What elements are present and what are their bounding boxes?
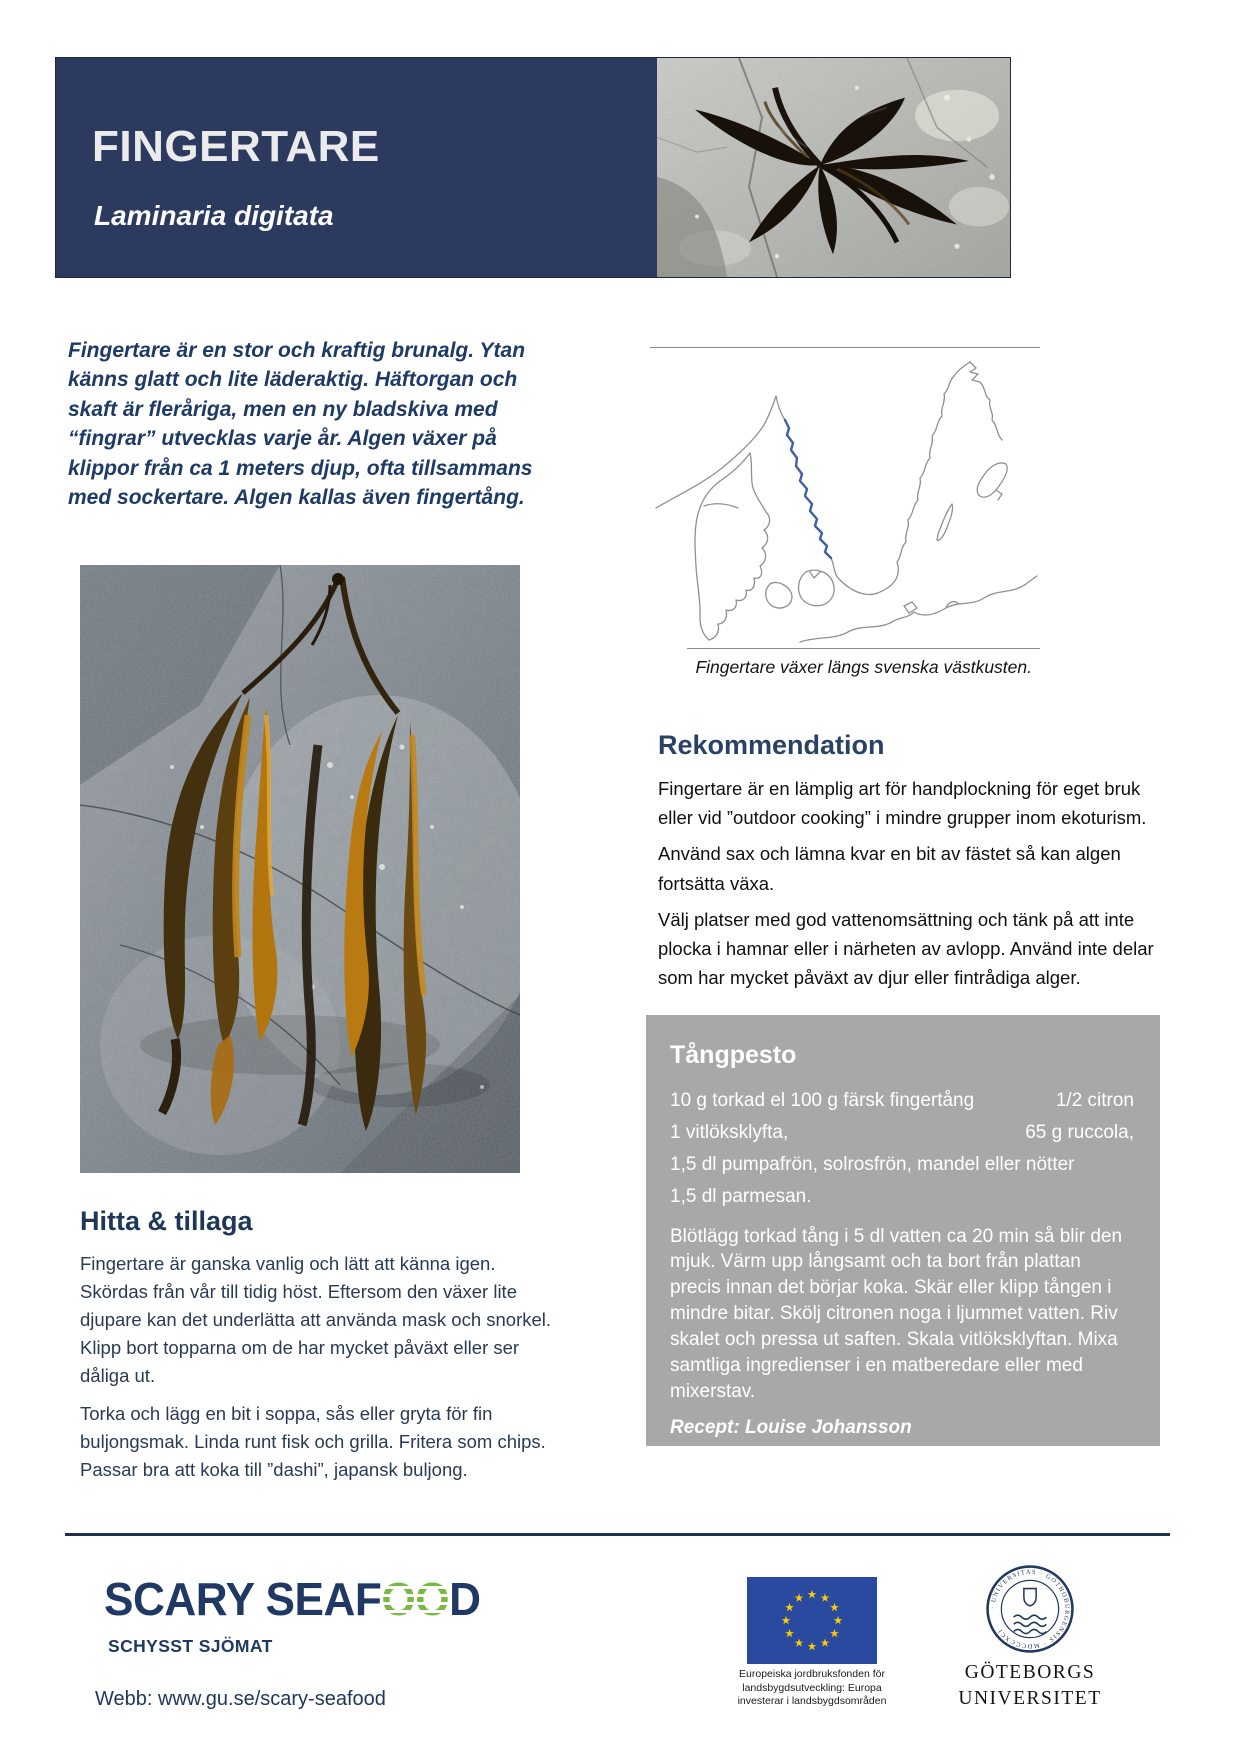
recipe-ingredient-row	[670, 1149, 1134, 1181]
header-banner	[55, 57, 1011, 278]
seaweed-on-rock-photo	[657, 58, 1010, 277]
recipe-credit: Recept: Louise Johansson	[670, 1417, 912, 1439]
species-latin-name: Laminaria digitata	[94, 200, 334, 231]
recipe-card	[646, 1015, 1160, 1446]
ingredient-right: 65 g ruccola,	[1025, 1121, 1134, 1143]
recipe-ingredient-row	[670, 1181, 1134, 1213]
logo-striped-oo: OO	[381, 1573, 450, 1625]
recommendation-paragraph: Välj platser med god vattenomsättning och tänk på att inte plocka i hamnar eller i närheten av avlopp. Använd inte delar som har mycket påväxt av djur eller fintrådiga alger.	[658, 908, 1154, 989]
university-name-line: GÖTEBORGS	[964, 1662, 1096, 1683]
ingredient-left: 1,5 dl pumpafrön, solrosfrön, mandel eller nötter	[670, 1153, 1075, 1175]
map-caption: Fingertare växer längs svenska västkusten.	[695, 657, 1032, 677]
eu-funding-logo-block	[722, 1577, 902, 1709]
eu-flag-icon	[747, 1577, 877, 1664]
recommendation-paragraph: Använd sax och lämna kvar en bit av fästet så kan algen fortsätta växa.	[658, 843, 1121, 894]
page-title: FINGERTARE	[92, 122, 380, 171]
recipe-instructions: Blötlägg torkad tång i 5 dl vatten ca 20 min så blir den mjuk. Värm upp långsamt och ta bort från plattan precis innan det börjar koka. Skär eller klipp tången i mindre bitar. Skölj citronen noga i ljummet vatten. Riv skalet och pressa ut saften. Skala vitlöksklyftan. Mixa samtliga ingredienser i en matberedare eller med mixerstav.	[670, 1225, 1123, 1402]
recipe-title: Tångpesto	[670, 1041, 797, 1069]
ingredient-left: 1,5 dl parmesan.	[670, 1185, 812, 1207]
eu-caption	[722, 1668, 902, 1709]
footer-divider	[65, 1533, 1170, 1536]
logo-text-prefix: SCARY SEAF	[104, 1573, 382, 1625]
intro-paragraph: Fingertare är en stor och kraftig brunalg. Ytan känns glatt och lite läderaktig. Häftorgan och skaft är fleråriga, men en ny bladskiva med “fingrar” utvecklas varje år. Algen växer på klippor från ca 1 meters djup, ofta tillsammans med sockertare. Algen kallas även fingertång.	[68, 339, 533, 509]
eu-caption-line: investerar i landsbygdsområden	[737, 1695, 887, 1708]
ingredient-left: 10 g torkad el 100 g färsk fingertång	[670, 1090, 975, 1111]
recipe-ingredient-row	[670, 1085, 1134, 1117]
scary-seafood-logo	[104, 1572, 481, 1626]
recommendation-heading: Rekommendation	[658, 730, 885, 760]
eu-caption-line: landsbygdsutveckling: Europa	[742, 1681, 882, 1694]
university-name-line: UNIVERSITET	[958, 1688, 1102, 1710]
find-and-cook-heading: Hitta & tillaga	[80, 1206, 253, 1236]
kelp-blades-photo	[80, 565, 520, 1173]
university-seal-ring-text: · UNIVERSITAS · GOTHOBURGENSIS · MDCCCXCI	[989, 1568, 1071, 1650]
map-highlight-west-coast	[785, 420, 831, 558]
logo-text-suffix: D	[449, 1573, 481, 1625]
website-link[interactable]: Webb: www.gu.se/scary-seafood	[95, 1688, 386, 1710]
map-rule-bottom	[687, 648, 1040, 649]
eu-caption-line: Europeiska jordbruksfonden för	[739, 1668, 885, 1680]
brand-tagline: SCHYSST SJÖMAT	[108, 1636, 273, 1656]
find-and-cook-section	[80, 1206, 566, 1493]
recommendation-section	[658, 730, 1155, 1000]
find-and-cook-paragraph: Fingertare är ganska vanlig och lätt att känna igen. Skördas från vår till tidig höst. Eftersom den växer lite djupare kan det underlätta att använda mask och snorkel. Klipp bort topparna om de har mycket påväxt eller ser dåliga ut.	[80, 1253, 552, 1387]
university-seal-icon	[985, 1564, 1075, 1654]
recipe-ingredient-row	[670, 1117, 1134, 1149]
recommendation-paragraph: Fingertare är en lämplig art för handplockning för eget bruk eller vid ”outdoor cooking” i mindre grupper inom ekoturism.	[658, 778, 1147, 829]
find-and-cook-paragraph: Torka och lägg en bit i soppa, sås eller gryta för fin buljongsmak. Linda runt fisk och grilla. Fritera som chips. Passar bra att koka till ”dashi”, japansk buljong.	[80, 1402, 546, 1480]
ingredient-right: 1/2 citron	[1055, 1090, 1134, 1111]
gothenburg-university-logo-block	[930, 1564, 1130, 1713]
scandinavia-distribution-map	[650, 356, 1040, 648]
distribution-map-figure	[650, 347, 1040, 678]
university-name	[930, 1660, 1130, 1713]
ingredient-left: 1 vitlöksklyfta,	[670, 1121, 789, 1143]
map-rule-top	[650, 347, 1040, 348]
